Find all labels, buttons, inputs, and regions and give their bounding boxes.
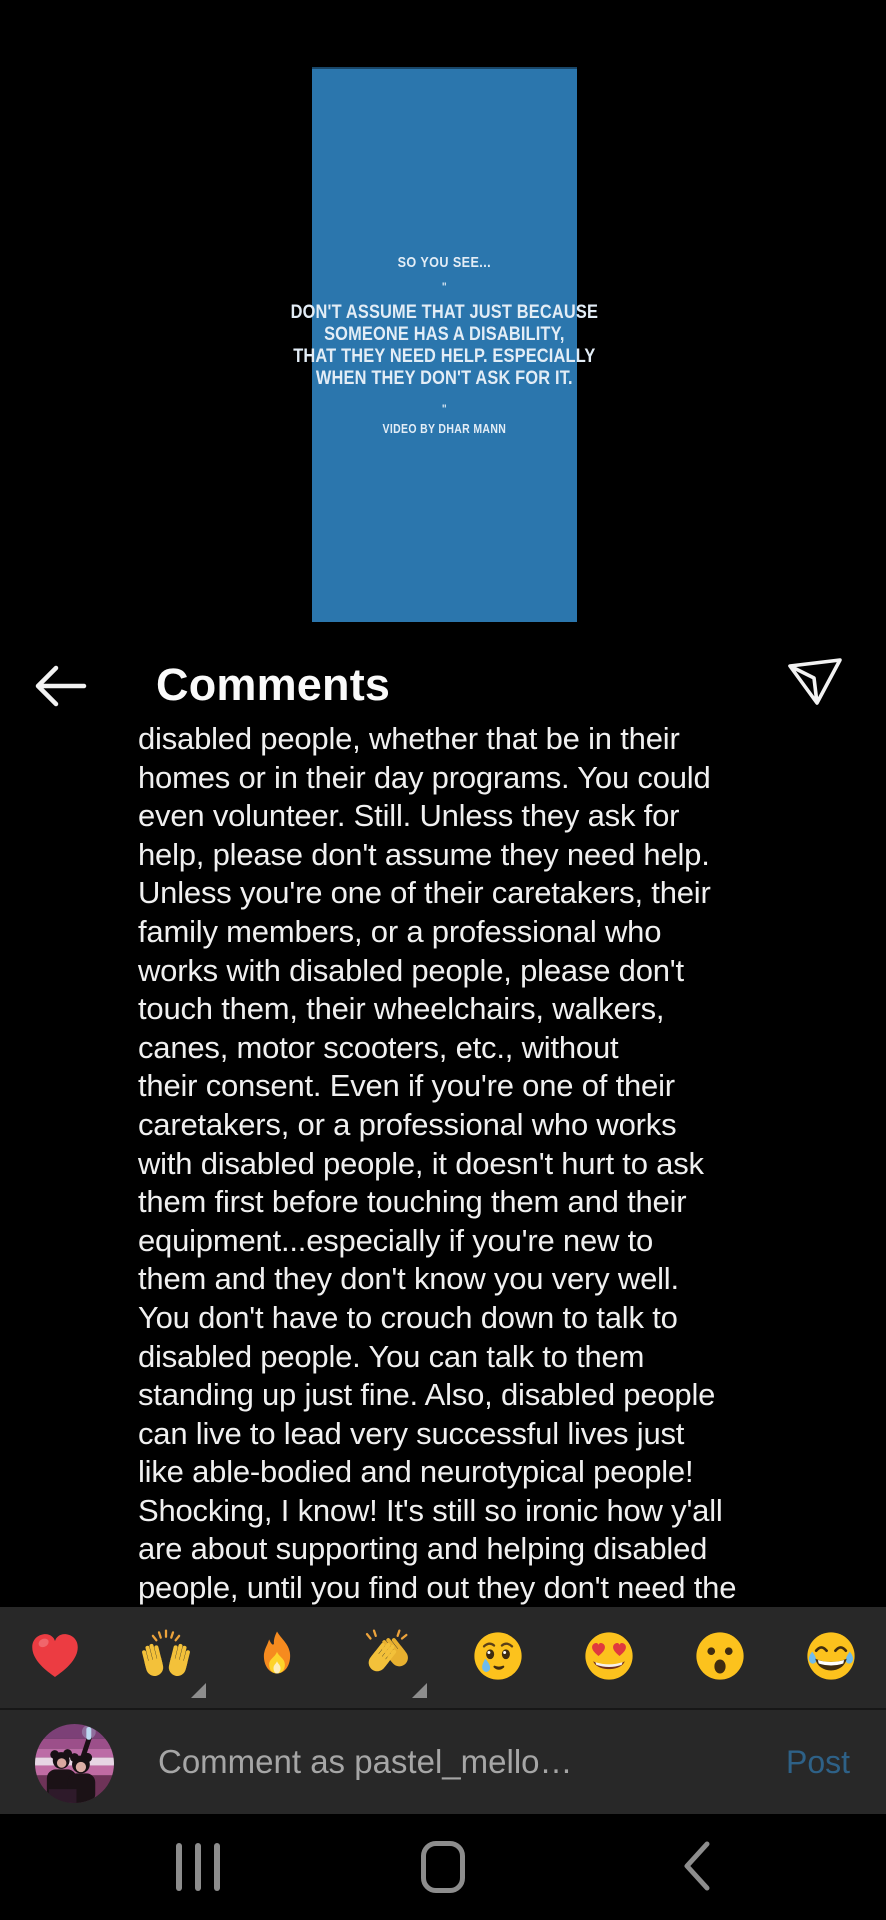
skin-tone-variant-indicator [191,1683,206,1698]
video-caption-credit: VIDEO BY DHAR MANN [382,421,507,436]
video-quote-line: WHEN THEY DON'T ASK FOR IT. [316,366,573,389]
crying-face-icon [470,1628,526,1687]
nav-back-button[interactable] [658,1814,734,1920]
chevron-left-icon [681,1840,711,1895]
open-mouth-icon [692,1628,748,1687]
comment-text: disabled people, whether that be in their homes or in their day programs. You could even volunteer. Still. Unless they ask for help, please don't assume they need help. Unless you're one of their caretakers, their family members, or a professional who works with disabled people, please don't touch them, their wheelchairs, walkers, canes, motor scooters, etc., without their consent. Even if you're one of their caretakers, or a professional who works with disabled people, it doesn't hurt to ask them first before touching them and their equipment...especially if you're new to them and they don't know you very well. You don't have to crouch down to talk to disabled people. You can talk to them standing up just fine. Also, disabled people can live to lead very successful lives just like able-bodied and neurotypical people! Shocking, I know! It's still so ironic how y'all are about supporting and helping disabled people, until you find out they don't need the [138,721,737,1606]
comments-scroll-area[interactable] [138,721,802,1607]
arrow-left-icon [32,664,88,711]
page-title: Comments [156,659,391,710]
video-caption [290,253,599,436]
share-button[interactable] [780,652,850,714]
video-quote-line: DON'T ASSUME THAT JUST BECAUSE [290,300,599,323]
video-caption-eyebrow: SO YOU SEE... [397,253,492,271]
paper-plane-icon [786,657,844,710]
red-heart-icon [27,1628,83,1687]
joy-emoji-button[interactable] [775,1607,886,1708]
back-button[interactable] [28,658,92,716]
heart-eyes-emoji-button[interactable] [554,1607,665,1708]
joy-icon [803,1628,859,1687]
close-quote-mark: " [442,401,447,416]
heart-eyes-icon [581,1628,637,1687]
avatar [35,1724,114,1803]
open-mouth-emoji-button[interactable] [665,1607,776,1708]
home-button[interactable] [405,1814,481,1920]
clapping-hands-icon [360,1628,416,1687]
android-navbar [0,1814,886,1920]
recents-icon [176,1843,220,1891]
video-quote-line: THAT THEY NEED HELP. ESPECIALLY [293,344,596,367]
post-button[interactable]: Post [786,1710,850,1814]
home-icon [421,1841,465,1893]
fire-icon [249,1628,305,1687]
comment-composer [0,1708,886,1814]
red-heart-emoji-button[interactable] [0,1607,111,1708]
clapping-hands-emoji-button[interactable] [332,1607,443,1708]
emoji-reaction-bar [0,1607,886,1708]
recents-button[interactable] [160,1814,236,1920]
fire-emoji-button[interactable] [222,1607,333,1708]
crying-face-emoji-button[interactable] [443,1607,554,1708]
comment-input[interactable]: Comment as pastel_mello… [158,1743,573,1780]
open-quote-mark: " [442,279,447,294]
raising-hands-icon [138,1628,194,1687]
raising-hands-emoji-button[interactable] [111,1607,222,1708]
video-quote-line: SOMEONE HAS A DISABILITY, [324,322,565,345]
video-preview-thumbnail[interactable] [290,67,599,622]
skin-tone-variant-indicator [412,1683,427,1698]
